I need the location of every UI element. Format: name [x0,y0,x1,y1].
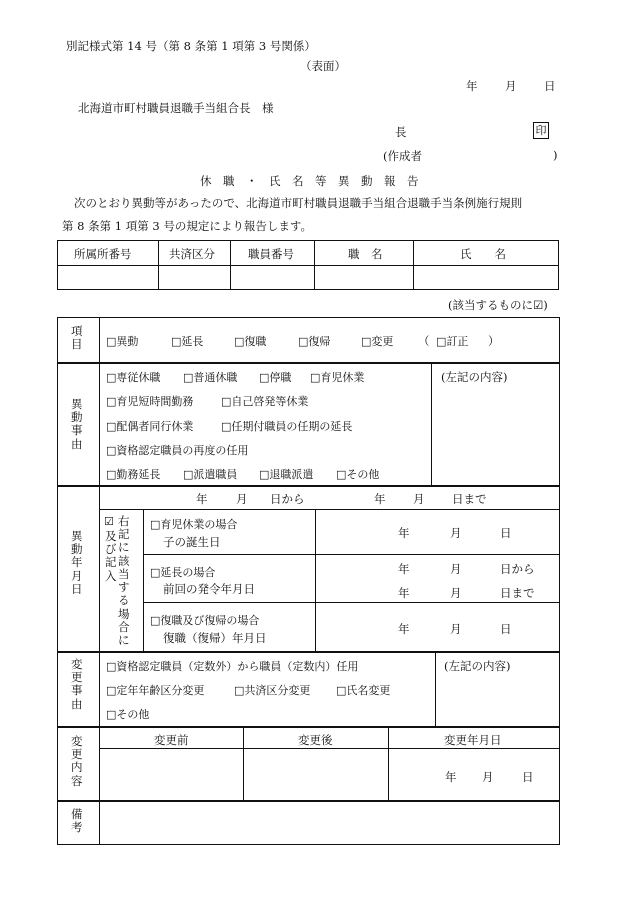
reason-childcare-short-hours[interactable]: □育児短時間勤務 [106,395,194,408]
childcare-birthdate-label: 子の誕生日 [163,535,221,549]
applicable-case-label: 右 記 に 該 当 す る 場 合 に [118,514,130,647]
from-year: 年 [196,492,208,506]
change-month: 月 [482,770,494,784]
header-mutual-aid-class: 共済区分 [169,247,215,261]
mutual-aid-class-field[interactable] [160,267,228,287]
form-side: （表面） [300,59,346,73]
item-label: 項 目 [71,324,83,352]
extension-to-day: 日まで [500,586,535,600]
change-before-field[interactable] [101,750,241,798]
to-year: 年 [374,492,386,506]
option-correction[interactable]: □訂正 [436,335,469,348]
reason-content-note: (左記の内容) [441,370,508,384]
remarks-field[interactable] [101,803,556,841]
form-title: 休 職 ・ 氏 名 等 異 動 報 告 [200,174,419,188]
change-retirement-age-class[interactable]: □定年年齢区分変更 [106,684,205,697]
childcare-day: 日 [500,526,512,540]
change-before-header: 変更前 [154,733,189,747]
date-year-label: 年 [466,79,478,93]
reason-retirement-dispatch[interactable]: □退職派遣 [259,468,314,481]
remarks-label: 備 考 [71,807,83,835]
childcare-month: 月 [450,526,462,540]
change-certified-to-regular[interactable]: □資格認定職員（定数外）から職員（定数内）任用 [106,660,359,673]
return-year: 年 [398,622,410,636]
seal-mark: 印 [533,122,549,139]
paren-close: ） [488,334,500,348]
change-other[interactable]: □その他 [106,708,150,721]
fill-in-label: 及 び 記 入 [105,529,117,583]
date-day-label: 日 [544,79,556,93]
option-transfer[interactable]: □異動 [106,335,139,348]
change-after-header: 変更後 [298,733,333,747]
creator-open: (作成者 [383,149,422,163]
reason-reappointment[interactable]: □資格認定職員の再度の任用 [106,444,249,457]
office-number-field[interactable] [60,267,156,287]
reason-self-development-leave[interactable]: □自己啓発等休業 [221,395,309,408]
reason-other[interactable]: □その他 [336,468,380,481]
option-reinstatement[interactable]: □復職 [234,335,267,348]
from-month: 月 [236,492,248,506]
reason-dispatched-staff[interactable]: □派遣職員 [183,468,238,481]
reason-term-extension[interactable]: □任期付職員の任期の延長 [221,420,353,433]
option-change[interactable]: □変更 [361,335,394,348]
change-day: 日 [522,770,534,784]
chief-label: 長 [395,125,407,139]
extension-to-month: 月 [450,586,462,600]
intro-line-2: 第 8 条第 1 項第 3 号の規定により報告します。 [62,219,312,233]
reason-label: 異 動 事 由 [71,397,83,451]
change-year: 年 [445,770,457,784]
from-day: 日から [270,492,305,506]
header-employee-number: 職員番号 [248,247,294,261]
intro-line-1: 次のとおり異動等があったので、北海道市町村職員退職手当組合退職手当条例施行規則 [74,196,523,210]
form-reference: 別記様式第 14 号（第 8 条第 1 項第 3 号関係） [66,39,316,53]
applicable-checkbox[interactable]: ☑ [104,515,114,528]
job-title-field[interactable] [316,267,411,287]
reason-dedicated-leave[interactable]: □専従休職 [106,371,161,384]
top-info-table [57,240,559,290]
option-return[interactable]: □復帰 [298,335,331,348]
main-table [57,317,560,845]
reason-childcare-leave[interactable]: □育児休業 [310,371,365,384]
extension-previous-date-label: 前回の発令年月日 [163,582,255,596]
change-reason-label: 変 更 事 由 [71,657,83,711]
extension-case-checkbox[interactable]: □延長の場合 [150,566,216,579]
change-content-label: 変 更 内 容 [71,734,83,788]
extension-from-day: 日から [500,562,535,576]
employee-number-field[interactable] [232,267,312,287]
paren-open: （ [418,334,430,348]
check-note: (該当するものに☑) [448,298,548,312]
return-date-label: 復職（復帰）年月日 [163,631,267,645]
creator-close: ) [553,148,558,162]
childcare-year: 年 [398,526,410,540]
extension-to-year: 年 [398,586,410,600]
header-office-number: 所属所番号 [74,247,132,261]
reason-suspension[interactable]: □停職 [259,371,292,384]
extension-from-year: 年 [398,562,410,576]
return-case-checkbox[interactable]: □復職及び復帰の場合 [150,614,260,627]
change-after-field[interactable] [245,750,386,798]
option-extension[interactable]: □延長 [171,335,204,348]
change-name[interactable]: □氏名変更 [336,684,391,697]
header-name: 氏 名 [460,247,506,261]
extension-from-month: 月 [450,562,462,576]
return-month: 月 [450,622,462,636]
change-content-note: (左記の内容) [444,659,511,673]
reason-service-extension[interactable]: □勤務延長 [106,468,161,481]
date-section-label: 異 動 年 月 日 [71,529,83,596]
change-mutual-aid-class[interactable]: □共済区分変更 [234,684,311,697]
to-month: 月 [413,492,425,506]
change-date-header: 変更年月日 [444,733,502,747]
date-month-label: 月 [505,79,517,93]
reason-regular-leave[interactable]: □普通休職 [183,371,238,384]
addressee: 北海道市町村職員退職手当組合長 様 [78,101,274,115]
reason-spouse-accompany-leave[interactable]: □配偶者同行休業 [106,420,194,433]
header-job-title: 職 名 [348,247,383,261]
return-day: 日 [500,622,512,636]
childcare-case-checkbox[interactable]: □育児休業の場合 [150,518,238,531]
name-field[interactable] [415,267,555,287]
to-day: 日まで [452,492,487,506]
